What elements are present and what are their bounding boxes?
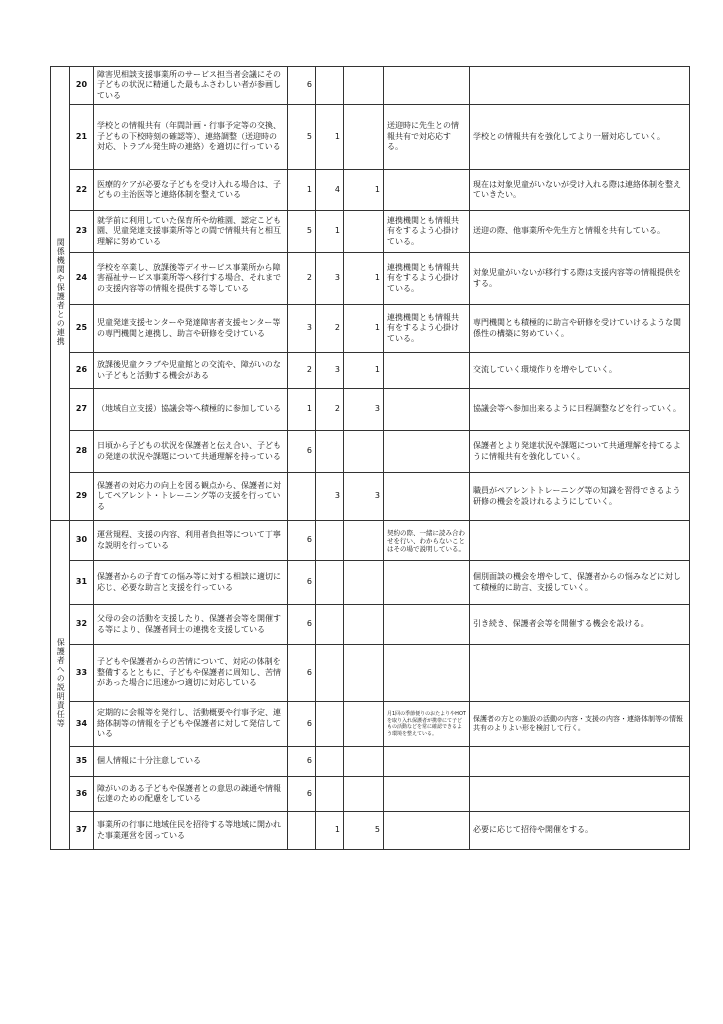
table-row bbox=[51, 473, 690, 521]
improvement-text: 個別面談の機会を増やして、保護者からの悩みなどに対して積極的に助言、支援していく。 bbox=[470, 561, 690, 605]
count-partial bbox=[316, 702, 344, 747]
item-text: 保護者の対応力の向上を図る観点から、保護者に対してペアレント・トレーニング等の支援を行っている bbox=[94, 473, 288, 521]
row-number: 32 bbox=[70, 605, 94, 645]
item-text: 児童発達支援センターや発達障害者支援センター等の専門機関と連携し、助言や研修を受けている bbox=[94, 305, 288, 353]
staff-comment: 連携機関とも情報共有をするよう心掛けている。 bbox=[384, 253, 470, 305]
count-partial: 2 bbox=[316, 305, 344, 353]
evaluation-table bbox=[50, 66, 690, 850]
count-no: 3 bbox=[344, 389, 384, 431]
count-yes: 6 bbox=[288, 521, 316, 561]
count-yes: 6 bbox=[288, 747, 316, 777]
staff-comment bbox=[384, 777, 470, 812]
staff-comment bbox=[384, 431, 470, 473]
count-yes bbox=[288, 473, 316, 521]
count-partial: 4 bbox=[316, 170, 344, 211]
count-partial: 2 bbox=[316, 389, 344, 431]
improvement-text: 協議会等へ参加出来るように日程調整などを行っていく。 bbox=[470, 389, 690, 431]
count-no bbox=[344, 211, 384, 253]
row-number: 34 bbox=[70, 702, 94, 747]
staff-comment bbox=[384, 170, 470, 211]
table-row bbox=[51, 747, 690, 777]
count-yes: 6 bbox=[288, 605, 316, 645]
count-partial bbox=[316, 67, 344, 105]
count-yes: 1 bbox=[288, 389, 316, 431]
cat-accountability bbox=[51, 521, 70, 850]
row-number: 24 bbox=[70, 253, 94, 305]
row-number: 28 bbox=[70, 431, 94, 473]
item-text: 就学前に利用していた保育所や幼稚園、認定こども園、児童発達支援事業所等との間で情報共有と相互理解に努めている bbox=[94, 211, 288, 253]
improvement-text: 必要に応じて招待や開催をする。 bbox=[470, 812, 690, 850]
improvement-text: 交流していく環境作りを増やしていく。 bbox=[470, 353, 690, 389]
row-number: 26 bbox=[70, 353, 94, 389]
count-partial: 1 bbox=[316, 211, 344, 253]
improvement-text: 職員がペアレントトレーニング等の知識を習得できるよう研修の機会を設けれるようにしていく。 bbox=[470, 473, 690, 521]
item-text: 学校を卒業し、放課後等デイサービス事業所から障害福祉サービス事業所等へ移行する場合、それまでの支援内容等の情報を提供する等している bbox=[94, 253, 288, 305]
improvement-text bbox=[470, 747, 690, 777]
improvement-text: 学校との情報共有を強化してより一層対応していく。 bbox=[470, 105, 690, 170]
count-partial: 3 bbox=[316, 473, 344, 521]
row-number: 23 bbox=[70, 211, 94, 253]
count-no bbox=[344, 521, 384, 561]
count-partial: 1 bbox=[316, 812, 344, 850]
table-row bbox=[51, 67, 690, 105]
count-no bbox=[344, 777, 384, 812]
item-text: 障害児相談支援事業所のサービス担当者会議にその子どもの状況に精通した最もふさわしい者が参画している bbox=[94, 67, 288, 105]
table-row bbox=[51, 645, 690, 702]
staff-comment bbox=[384, 747, 470, 777]
count-yes: 6 bbox=[288, 777, 316, 812]
count-yes: 5 bbox=[288, 105, 316, 170]
row-number: 37 bbox=[70, 812, 94, 850]
staff-comment bbox=[384, 473, 470, 521]
count-yes: 1 bbox=[288, 170, 316, 211]
count-yes: 3 bbox=[288, 305, 316, 353]
improvement-text: 引き続き、保護者会等を開催する機会を設ける。 bbox=[470, 605, 690, 645]
count-no bbox=[344, 645, 384, 702]
staff-comment bbox=[384, 389, 470, 431]
item-text: 事業所の行事に地域住民を招待する等地域に開かれた事業運営を図っている bbox=[94, 812, 288, 850]
count-no bbox=[344, 605, 384, 645]
count-partial: 1 bbox=[316, 105, 344, 170]
cat-relations bbox=[51, 67, 70, 521]
improvement-text: 送迎の際、他事業所や先生方と情報を共有している。 bbox=[470, 211, 690, 253]
improvement-text bbox=[470, 645, 690, 702]
count-yes: 6 bbox=[288, 67, 316, 105]
table-row bbox=[51, 389, 690, 431]
count-yes: 6 bbox=[288, 431, 316, 473]
item-text: 定期的に会報等を発行し、活動概要や行事予定、連絡体制等の情報を子どもや保護者に対して発信している bbox=[94, 702, 288, 747]
row-number: 25 bbox=[70, 305, 94, 353]
table-body bbox=[51, 67, 690, 850]
row-number: 33 bbox=[70, 645, 94, 702]
count-partial bbox=[316, 605, 344, 645]
staff-comment: 契約の際、一緒に読み合わせを行い、わからないことはその場で説明している。 bbox=[384, 521, 470, 561]
count-yes: 2 bbox=[288, 253, 316, 305]
staff-comment bbox=[384, 353, 470, 389]
table-row bbox=[51, 812, 690, 850]
count-no: 1 bbox=[344, 305, 384, 353]
improvement-text: 保護者とより発達状況や課題について共通理解を持てるように情報共有を強化していく。 bbox=[470, 431, 690, 473]
item-text: 障がいのある子どもや保護者との意思の疎通や情報伝達のための配慮をしている bbox=[94, 777, 288, 812]
item-text: 放課後児童クラブや児童館との交流や、障がいのない子どもと活動する機会がある bbox=[94, 353, 288, 389]
count-no bbox=[344, 105, 384, 170]
staff-comment bbox=[384, 561, 470, 605]
category-label: 関係機関や保護者との連携 bbox=[56, 237, 66, 346]
improvement-text: 専門機関とも積極的に助言や研修を受けていけるような関係性の構築に努めていく。 bbox=[470, 305, 690, 353]
count-partial bbox=[316, 645, 344, 702]
staff-comment bbox=[384, 812, 470, 850]
improvement-text: 保護者の方との施設の活動の内容・支援の内容・連絡体制等の情報共有のよりよい形を検討して行く。 bbox=[470, 702, 690, 747]
table-row bbox=[51, 305, 690, 353]
count-partial bbox=[316, 777, 344, 812]
improvement-text: 現在は対象児童がいないが受け入れる際は連絡体制を整えていきたい。 bbox=[470, 170, 690, 211]
table-row bbox=[51, 170, 690, 211]
count-yes bbox=[288, 812, 316, 850]
count-yes: 6 bbox=[288, 645, 316, 702]
table-row bbox=[51, 211, 690, 253]
count-partial bbox=[316, 521, 344, 561]
count-partial bbox=[316, 431, 344, 473]
row-number: 31 bbox=[70, 561, 94, 605]
count-no: 3 bbox=[344, 473, 384, 521]
count-partial bbox=[316, 747, 344, 777]
category-label: 保護者への説明責任等 bbox=[56, 638, 66, 729]
table-row bbox=[51, 702, 690, 747]
improvement-text bbox=[470, 67, 690, 105]
count-yes: 6 bbox=[288, 561, 316, 605]
table-row bbox=[51, 521, 690, 561]
count-partial: 3 bbox=[316, 353, 344, 389]
table-row bbox=[51, 561, 690, 605]
count-partial: 3 bbox=[316, 253, 344, 305]
count-yes: 6 bbox=[288, 702, 316, 747]
improvement-text: 対象児童がいないが移行する際は支援内容等の情報提供をする。 bbox=[470, 253, 690, 305]
count-no: 1 bbox=[344, 353, 384, 389]
table-row bbox=[51, 353, 690, 389]
staff-comment bbox=[384, 605, 470, 645]
item-text: 運営規程、支援の内容、利用者負担等について丁寧な説明を行っている bbox=[94, 521, 288, 561]
row-number: 22 bbox=[70, 170, 94, 211]
row-number: 20 bbox=[70, 67, 94, 105]
count-no bbox=[344, 431, 384, 473]
staff-comment bbox=[384, 67, 470, 105]
count-no bbox=[344, 747, 384, 777]
count-yes: 2 bbox=[288, 353, 316, 389]
improvement-text bbox=[470, 777, 690, 812]
item-text: 医療的ケアが必要な子どもを受け入れる場合は、子どもの主治医等と連絡体制を整えている bbox=[94, 170, 288, 211]
item-text: （地域自立支援）協議会等へ積極的に参加している bbox=[94, 389, 288, 431]
count-no bbox=[344, 561, 384, 605]
count-yes: 5 bbox=[288, 211, 316, 253]
row-number: 30 bbox=[70, 521, 94, 561]
table-row bbox=[51, 105, 690, 170]
staff-comment bbox=[384, 645, 470, 702]
row-number: 36 bbox=[70, 777, 94, 812]
row-number: 29 bbox=[70, 473, 94, 521]
item-text: 保護者からの子育ての悩み等に対する相談に適切に応じ、必要な助言と支援を行っている bbox=[94, 561, 288, 605]
row-number: 27 bbox=[70, 389, 94, 431]
row-number: 21 bbox=[70, 105, 94, 170]
table-row bbox=[51, 253, 690, 305]
item-text: 子どもや保護者からの苦情について、対応の体制を整備するとともに、子どもや保護者に周知し、苦情があった場合に迅速かつ適切に対応している bbox=[94, 645, 288, 702]
row-number: 35 bbox=[70, 747, 94, 777]
item-text: 個人情報に十分注意している bbox=[94, 747, 288, 777]
staff-comment: 連携機関とも情報共有をするよう心掛けている。 bbox=[384, 211, 470, 253]
item-text: 父母の会の活動を支援したり、保護者会等を開催する等により、保護者同士の連携を支援している bbox=[94, 605, 288, 645]
improvement-text bbox=[470, 521, 690, 561]
staff-comment: 連携機関とも情報共有をするよう心掛けている。 bbox=[384, 305, 470, 353]
count-no bbox=[344, 67, 384, 105]
count-no: 1 bbox=[344, 253, 384, 305]
count-partial bbox=[316, 561, 344, 605]
table-row bbox=[51, 605, 690, 645]
count-no bbox=[344, 702, 384, 747]
item-text: 日頃から子どもの状況を保護者と伝え合い、子どもの発達の状況や課題について共通理解を持っている bbox=[94, 431, 288, 473]
table-row bbox=[51, 431, 690, 473]
count-no: 5 bbox=[344, 812, 384, 850]
staff-comment: 月1回の季節便りのおたよりやHOTを取り入れ保護者が携帯にて子どもの活動などを常に確認できるよう環境を整えている。 bbox=[384, 702, 470, 747]
item-text: 学校との情報共有（年間計画・行事予定等の交換、子どもの下校時刻の確認等）、連絡調整（送迎時の対応、トラブル発生時の連絡）を適切に行っている bbox=[94, 105, 288, 170]
count-no: 1 bbox=[344, 170, 384, 211]
table-row bbox=[51, 777, 690, 812]
staff-comment: 送迎時に先生との情報共有で対応応する。 bbox=[384, 105, 470, 170]
